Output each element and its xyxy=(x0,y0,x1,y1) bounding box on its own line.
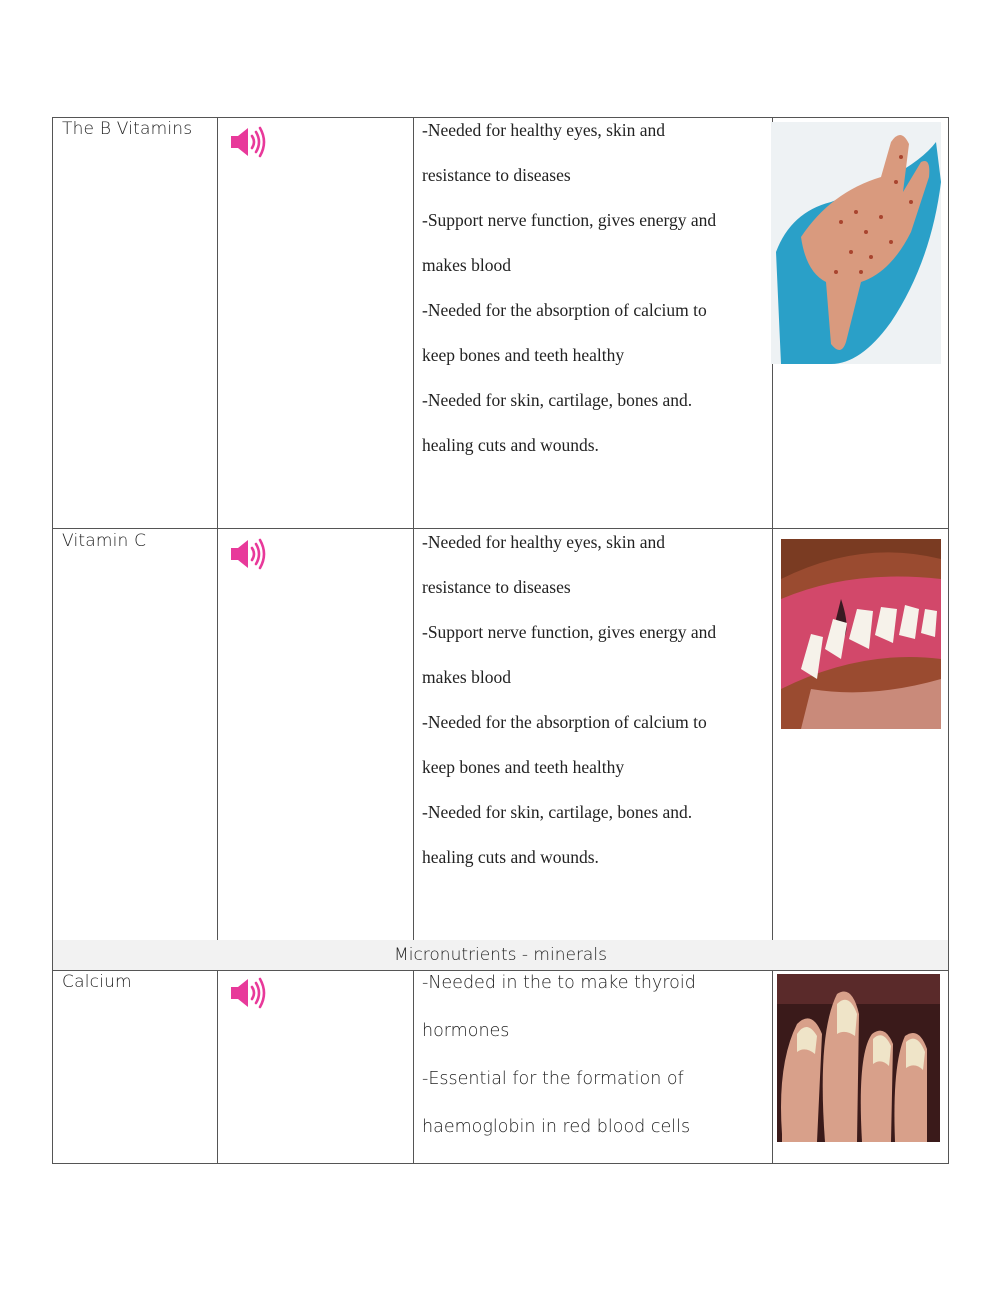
nutrient-name: Calcium xyxy=(62,972,132,992)
section-band-minerals: Micronutrients - minerals xyxy=(52,940,949,970)
description-line: -Needed for healthy eyes, skin and xyxy=(422,532,665,552)
description-line: makes blood xyxy=(422,255,511,275)
bleeding-gums-photo xyxy=(781,539,941,729)
description-line: haemoglobin in red blood cells xyxy=(422,1117,691,1137)
column-divider xyxy=(413,117,414,940)
column-divider xyxy=(217,970,218,1164)
description-line: -Needed for the absorption of calcium to xyxy=(422,712,707,732)
column-divider xyxy=(217,117,218,940)
speaker-icon[interactable] xyxy=(228,124,268,160)
table-border-bottom xyxy=(52,1163,949,1164)
description-line: resistance to diseases xyxy=(422,165,571,185)
speaker-icon[interactable] xyxy=(228,536,268,572)
column-divider xyxy=(52,940,53,970)
description-line: -Needed for healthy eyes, skin and xyxy=(422,120,665,140)
description-line: resistance to diseases xyxy=(422,577,571,597)
description-line: healing cuts and wounds. xyxy=(422,847,599,867)
description-line: makes blood xyxy=(422,667,511,687)
column-divider xyxy=(948,940,949,970)
description-line: hormones xyxy=(422,1021,510,1041)
nutrient-name: The B Vitamins xyxy=(62,119,193,139)
description-line: -Needed for skin, cartilage, bones and. xyxy=(422,802,693,822)
speaker-icon[interactable] xyxy=(228,975,268,1011)
description-line: -Needed for skin, cartilage, bones and. xyxy=(422,390,693,410)
description-line: keep bones and teeth healthy xyxy=(422,345,625,365)
nutrient-description xyxy=(422,529,767,889)
nutrient-name: Vitamin C xyxy=(62,531,147,551)
column-divider xyxy=(413,970,414,1164)
column-divider xyxy=(52,970,53,1164)
hand-with-rash-photo xyxy=(771,122,941,364)
nutrient-description xyxy=(422,117,767,477)
column-divider xyxy=(772,970,773,1164)
column-divider xyxy=(948,970,949,1164)
column-divider xyxy=(52,117,53,940)
brittle-fingernails-photo xyxy=(777,974,940,1142)
description-line: -Support nerve function, gives energy and xyxy=(422,210,717,230)
description-line: -Needed for the absorption of calcium to xyxy=(422,300,707,320)
nutrient-description xyxy=(422,970,767,1162)
nutrient-table xyxy=(52,117,949,1164)
column-divider xyxy=(948,117,949,940)
description-line: keep bones and teeth healthy xyxy=(422,757,625,777)
description-line: -Essential for the formation of xyxy=(422,1069,684,1089)
description-line: -Support nerve function, gives energy and xyxy=(422,622,717,642)
description-line: healing cuts and wounds. xyxy=(422,435,599,455)
description-line: -Needed in the to make thyroid xyxy=(422,973,696,993)
